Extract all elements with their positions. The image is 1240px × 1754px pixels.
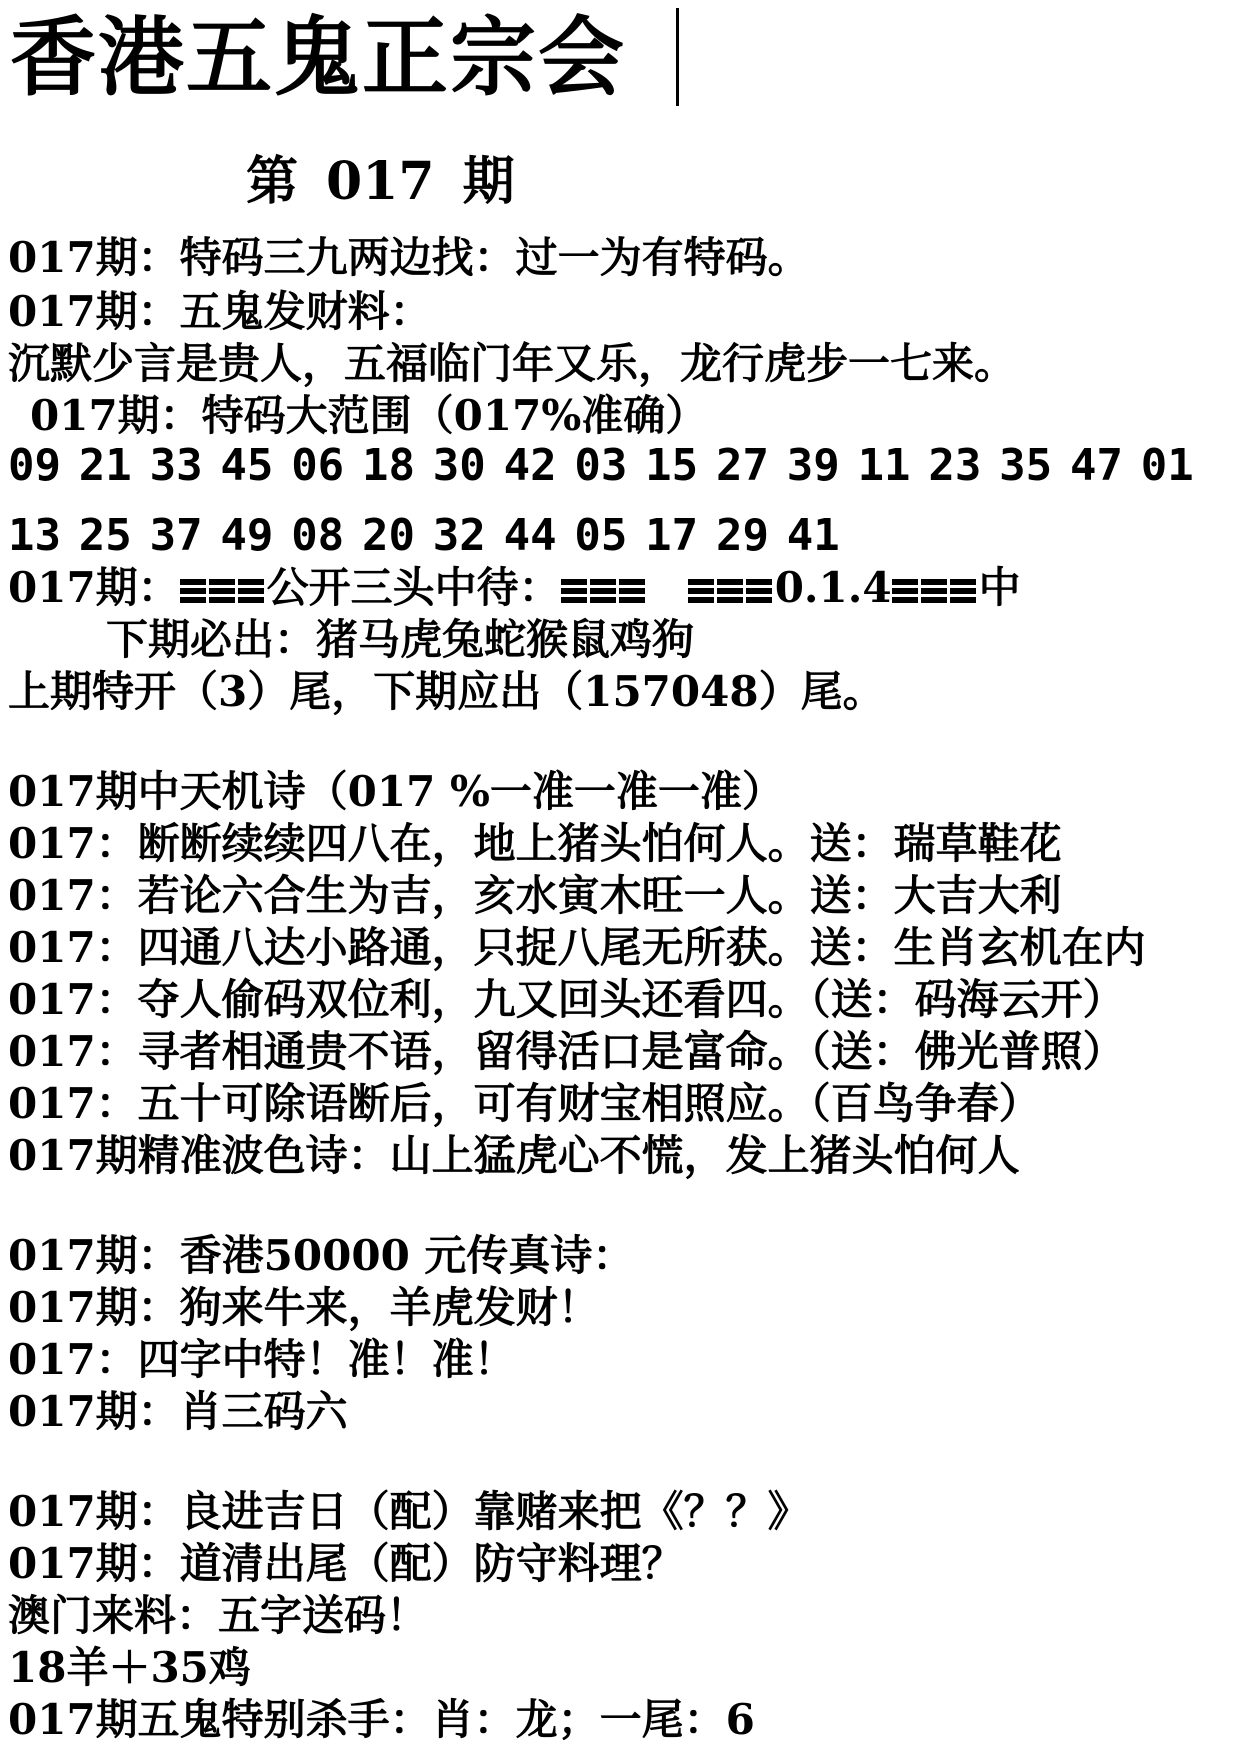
- number-cell: 35: [999, 440, 1053, 491]
- text-line-riddle-2: 017期：道清出尾（配）防守料理？: [8, 1539, 684, 1588]
- three-heads-value: 0.1.4: [774, 563, 892, 612]
- number-cell: 37: [149, 510, 203, 561]
- number-cell: 25: [78, 510, 132, 561]
- text-line-killer: 017期五鬼特别杀手：肖：龙；一尾：6: [8, 1695, 755, 1744]
- number-cell: 18: [361, 440, 415, 491]
- text-line-poem-heading: 017期中天机诗（017 %一准一准一准）: [8, 767, 784, 816]
- number-row-2: [8, 510, 858, 562]
- number-row-1: [8, 440, 1212, 492]
- text-line-range-heading: 017期：特码大范围（017%准确）: [30, 391, 708, 440]
- number-cell: 27: [715, 440, 769, 491]
- number-cell: 45: [220, 440, 274, 491]
- three-heads-suffix: 中: [978, 563, 1021, 612]
- text-line-macau-heading: 澳门来料：五字送码！: [8, 1591, 429, 1640]
- text-line-tail-numbers: 上期特开（3）尾，下期应出（157048）尾。: [8, 667, 885, 716]
- number-cell: 06: [291, 440, 345, 491]
- number-cell: 44: [503, 510, 557, 561]
- issue-suffix: 期: [462, 151, 515, 212]
- text-line-fortune-heading: 017期：五鬼发财料：: [8, 287, 432, 336]
- text-line-riddle-1: 017期：良进吉日（配）靠赌来把《？？》: [8, 1487, 810, 1536]
- text-line-next-zodiac: 下期必出：猪马虎兔蛇猴鼠鸡狗: [106, 615, 695, 664]
- text-line-poem-6: 017：五十可除语断后，可有财宝相照应。（百鸟争春）: [8, 1079, 1041, 1128]
- text-line-three-heads: [8, 562, 1021, 614]
- issue-prefix: 第: [246, 151, 299, 212]
- number-cell: 32: [432, 510, 486, 561]
- number-cell: 23: [928, 440, 982, 491]
- number-cell: 47: [1069, 440, 1123, 491]
- number-cell: 21: [78, 440, 132, 491]
- number-cell: 41: [786, 510, 840, 561]
- text-line-macau-codes: 18羊＋35鸡: [8, 1643, 251, 1692]
- text-line-fax-heading: 017期：香港50000 元传真诗：: [8, 1231, 635, 1280]
- text-line-fax-3: 017期：肖三码六: [8, 1387, 348, 1436]
- number-cell: 20: [361, 510, 415, 561]
- text-line-poem-2: 017：若论六合生为吉，亥水寅木旺一人。送：大吉大利: [8, 871, 1062, 920]
- block-glyphs: [561, 562, 648, 614]
- number-cell: 49: [220, 510, 274, 561]
- number-cell: 09: [8, 440, 61, 491]
- number-cell: 11: [857, 440, 911, 491]
- number-cell: 13: [8, 510, 61, 561]
- text-line-wave-poem: 017期精准波色诗：山上猛虎心不慌，发上猪头怕何人: [8, 1131, 1020, 1180]
- title-divider: [676, 8, 679, 106]
- text-line-poem-1: 017：断断续续四八在，地上猪头怕何人。送：瑞草鞋花: [8, 819, 1062, 868]
- block-glyphs: [180, 562, 267, 614]
- number-cell: 30: [432, 440, 486, 491]
- number-cell: 33: [149, 440, 203, 491]
- text-line-fortune-verse: 沉默少言是贵人，五福临门年又乐，龙行虎步一七来。: [8, 339, 1017, 388]
- issue-number-value: 017: [326, 151, 435, 212]
- text-line-poem-3: 017：四通八达小路通，只捉八尾无所获。送：生肖玄机在内: [8, 923, 1146, 972]
- number-cell: 03: [574, 440, 628, 491]
- number-cell: 05: [574, 510, 628, 561]
- number-cell: 39: [786, 440, 840, 491]
- text-line-fax-1: 017期：狗来牛来，羊虎发财！: [8, 1283, 600, 1332]
- text-line-poem-5: 017：寻者相通贵不语，留得活口是富命。（送：佛光普照）: [8, 1027, 1125, 1076]
- block-glyphs: [892, 562, 979, 614]
- issue-number: [246, 150, 515, 214]
- number-cell: 17: [645, 510, 699, 561]
- text-line-fax-2: 017：四字中特！准！准！: [8, 1335, 516, 1384]
- number-cell: 15: [645, 440, 699, 491]
- text-line-poem-4: 017：夺人偷码双位利，九又回头还看四。（送：码海云开）: [8, 975, 1125, 1024]
- block-glyphs: [688, 562, 775, 614]
- three-heads-label: 公开三头中待：: [266, 563, 561, 612]
- number-cell: 42: [503, 440, 557, 491]
- number-cell: 01: [1140, 440, 1194, 491]
- number-cell: 29: [715, 510, 769, 561]
- line-prefix: 017期：: [8, 563, 180, 612]
- text-line-special-code-hint: 017期：特码三九两边找：过一为有特码。: [8, 233, 810, 282]
- page-title: 香港五鬼正宗会: [10, 7, 626, 108]
- number-cell: 08: [291, 510, 345, 561]
